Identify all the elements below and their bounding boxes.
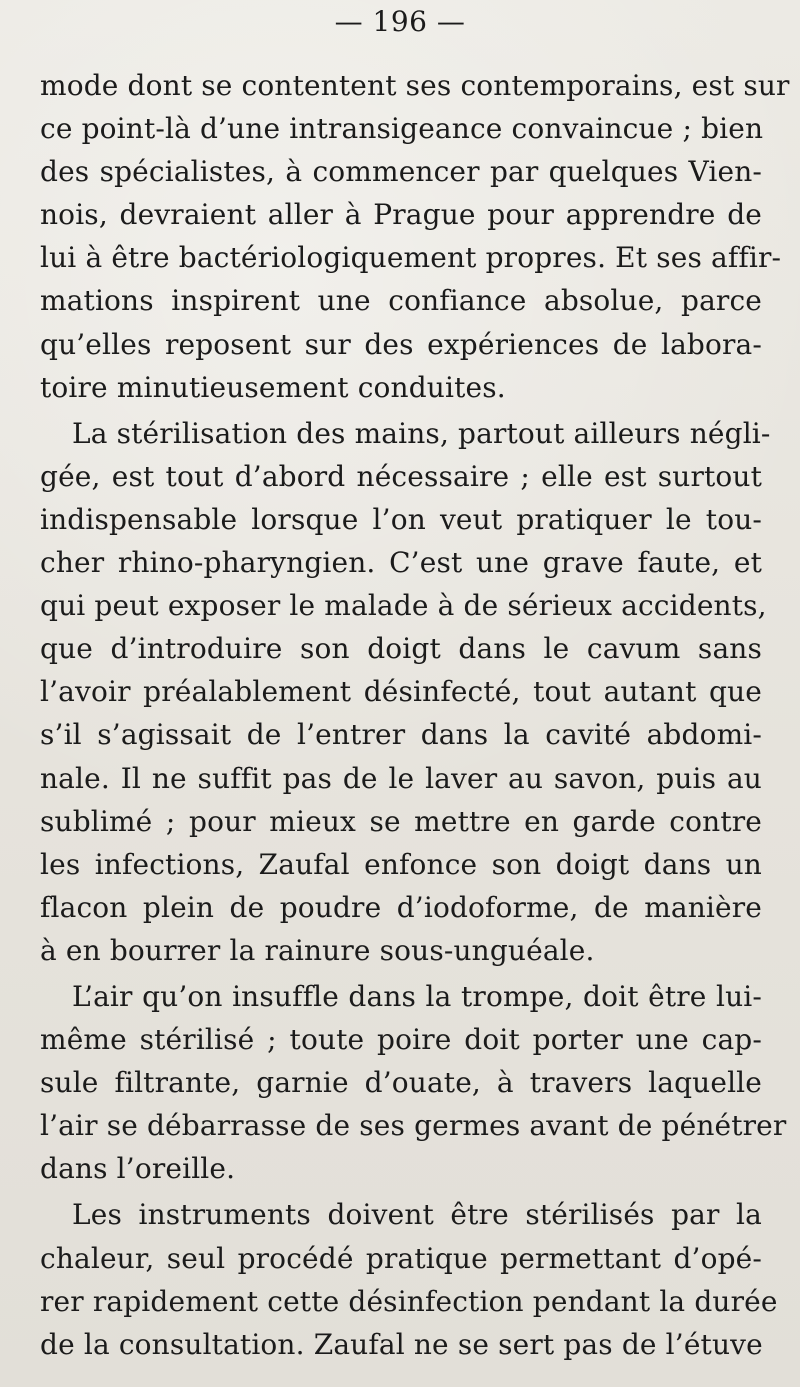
text-line: qu’elles reposent sur des expériences de labora- [40, 327, 762, 361]
text-line: L’air qu’on insuffle dans la trompe, doit être lui- [72, 979, 762, 1013]
text-line: cher rhino-pharyngien. C’est une grave faute, et [40, 546, 762, 580]
text-line: toire minutieusement conduites. [40, 370, 506, 404]
paragraph [40, 975, 787, 1190]
text-line: indispensable lorsque l’on veut pratiquer le tou- [40, 502, 762, 536]
text-line: l’avoir préalablement désinfecté, tout autant que [40, 675, 762, 709]
text-line: nois, devraient aller à Prague pour apprendre de [40, 198, 762, 232]
text-line: Les instruments doivent être stérilisés par la [72, 1198, 762, 1232]
text-line: des spécialistes, à commencer par quelques Vien- [40, 155, 762, 189]
text-line: chaleur, seul procédé pratique permettant d’opé- [40, 1241, 762, 1275]
text-line: à en bourrer la rainure sous-unguéale. [40, 933, 595, 967]
text-line: de la consultation. Zaufal ne se sert pas de l’étuve [40, 1327, 763, 1361]
text-line: sule filtrante, garnie d’ouate, à travers laquelle [40, 1066, 762, 1100]
text-line: lui à être bactériologiquement propres. Et ses affir- [40, 241, 782, 275]
text-line: même stérilisé ; toute poire doit porter une cap- [40, 1023, 762, 1057]
text-line: les infections, Zaufal enfonce son doigt dans un [40, 847, 762, 881]
text-line: rer rapidement cette désinfection pendant la durée [40, 1284, 778, 1318]
text-line: gée, est tout d’abord nécessaire ; elle est surtout [40, 459, 762, 493]
page-text-body [40, 64, 790, 1366]
page-number: — 196 — [334, 5, 466, 38]
text-line: mode dont se contentent ses contemporains, est sur [40, 69, 790, 102]
paragraph [40, 412, 771, 972]
text-line: mations inspirent une confiance absolue, parce [40, 284, 762, 318]
text-line: ce point-là d’une intransigeance convaincue ; bien [40, 112, 764, 146]
text-line: flacon plein de poudre d’iodoforme, de manière [40, 890, 762, 924]
text-line: l’air se débarrasse de ses germes avant de pénétrer [40, 1109, 787, 1143]
text-line: qui peut exposer le malade à de sérieux accidents, [40, 589, 767, 623]
text-line: dans l’oreille. [40, 1152, 236, 1186]
text-line: sublimé ; pour mieux se mettre en garde contre [40, 804, 762, 838]
text-line: La stérilisation des mains, partout ailleurs négli- [72, 416, 771, 450]
text-line: nale. Il ne suffit pas de le laver au savon, puis au [40, 761, 762, 795]
paragraph [40, 1193, 778, 1365]
paragraph [40, 64, 790, 409]
text-line: s’il s’agissait de l’entrer dans la cavité abdomi- [40, 718, 762, 752]
text-line: que d’introduire son doigt dans le cavum sans [40, 632, 762, 666]
